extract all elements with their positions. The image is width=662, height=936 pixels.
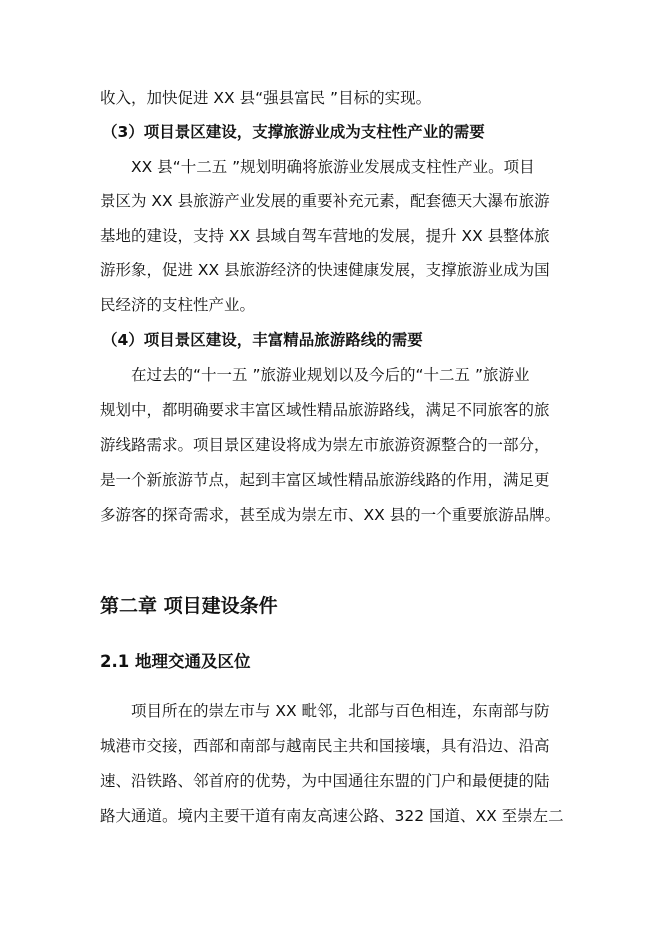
chapter-heading: 第二章 项目建设条件 [100, 595, 278, 617]
paragraph-line: 游形象，促进 XX 县旅游经济的快速健康发展，支撑旅游业成为国 [100, 261, 550, 279]
paragraph-line: 游线路需求。项目景区建设将成为崇左市旅游资源整合的一部分， [100, 436, 550, 454]
paragraph-line: 民经济的支柱性产业。 [100, 296, 256, 314]
subheading-3: （3）项目景区建设，支撑旅游业成为支柱性产业的需要 [102, 123, 485, 141]
paragraph-line: 多游客的探奇需求，甚至成为崇左市、XX 县的一个重要旅游品牌。 [100, 506, 561, 524]
paragraph-line: XX 县“十二五 ”规划明确将旅游业发展成支柱性产业。项目 [131, 158, 535, 176]
paragraph-line: 是一个新旅游节点，起到丰富区域性精品旅游线路的作用，满足更 [100, 471, 550, 489]
paragraph-line: 路大通道。境内主要干道有南友高速公路、322 国道、XX 至崇左二 [100, 807, 564, 825]
paragraph-line: 收入，加快促进 XX 县“强县富民 ”目标的实现。 [100, 89, 432, 107]
section-heading: 2.1 地理交通及区位 [100, 652, 251, 671]
paragraph-line: 基地的建设，支持 XX 县域自驾车营地的发展，提升 XX 县整体旅 [100, 227, 550, 245]
paragraph-line: 城港市交接，西部和南部与越南民主共和国接壤，具有沿边、沿高 [100, 737, 550, 755]
paragraph-line: 项目所在的崇左市与 XX 毗邻，北部与百色相连，东南部与防 [131, 702, 550, 720]
paragraph-line: 规划中，都明确要求丰富区域性精品旅游路线，满足不同旅客的旅 [100, 401, 550, 419]
subheading-4: （4）项目景区建设，丰富精品旅游路线的需要 [102, 331, 423, 349]
paragraph-line: 景区为 XX 县旅游产业发展的重要补充元素，配套德天大瀑布旅游 [100, 192, 550, 210]
paragraph-line: 在过去的“十一五 ”旅游业规划以及今后的“十二五 ”旅游业 [131, 366, 530, 384]
paragraph-line: 速、沿铁路、邻首府的优势，为中国通往东盟的门户和最便捷的陆 [100, 772, 550, 790]
